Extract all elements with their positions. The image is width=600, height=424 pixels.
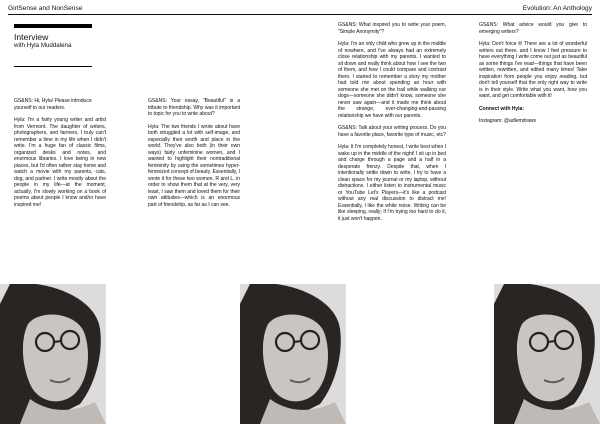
column-1: [14, 98, 106, 214]
article-title: Interview: [14, 32, 49, 42]
running-header-right: Evolution: An Anthology: [522, 5, 592, 12]
answer-paragraph: Hyla: It I'm completely honest, I write best when I wake up in the middle of the night! I sit up in bed and charge through a page and a half in a desperate frenzy. Despite that, when I intentionally settle down to write, I try to have a clean space for my journal or my laptop, without distractions. I either listen to instrumental music or YouTube Let's Players—it's like a podcast without any real discussion to distract me! Essentially, I like the white noise. Writing can be like sleeping, really; if I'm trying too hard to do it, it just won't happen.: [338, 144, 446, 222]
title-underline: [14, 66, 92, 67]
header-rule: [8, 14, 592, 15]
portrait-photo: [494, 284, 600, 424]
answer-paragraph: Hyla: The two friends I wrote about have both struggled a lot with self-image, and especially their worth and place in the world. They've also both (in their own ways) fairly unfeminine women, and I wanted to highlight their nontraditional femininity by using the sometimes hyper-feminized concept of beauty. Essentially, I wrote it for these two women, R and L, in order to show them that at the very, very least, I saw them and loved them for their own attitudes—which is an enormous part of friendship, as far as I can see.: [148, 123, 240, 208]
question-paragraph: GS&NS: Hi, Hyla! Please introduce yourself to our readers.: [14, 98, 92, 111]
connect-heading: Connect with Hyla:: [479, 105, 524, 112]
answer-paragraph: Hyla: I'm an only child who grew up in the middle of nowhere, and I've always had an extremely close relationship with my parents. I wanted to sit down and really think about how I see the two of them, and how I could compare and contrast them. I started to remember a story my mother had told me about spending an hour with someone she met on the trail while walking our dogs—someone she didn't know, someone she never saw again—and it made me think about the strange, ever-changing-and-passing relationship we have with our parents.: [338, 41, 446, 119]
portrait-photo: [240, 284, 346, 424]
answer-paragraph: Hyla: Don't force it! There are a lot of wonderful writers out there, and I know I feel pressure to have everything I write come out just as beautiful as some things I've read—things that have been written, rewritten, and edited many times! Take inspiration from people you enjoy reading, but don't tell yourself that the only right way to write is in their style. Write what you want, how you want, and get comfortable with it!: [479, 41, 587, 99]
question-paragraph: GS&NS: Your essay, "Beautiful" is a tribute to friendship. Why was it important to topic for you to write about?: [148, 98, 240, 117]
instagram-handle: Instagram: @adlemdraws: [479, 118, 537, 124]
article-subtitle: with Hyla Muddalena: [14, 42, 72, 49]
column-2: [148, 98, 240, 214]
column-3: [338, 22, 446, 228]
question-paragraph: GS&NS: What inspired you to write your poem, "Simple Anonymity"?: [338, 22, 446, 35]
column-4: [479, 22, 587, 131]
title-bar: [14, 24, 92, 28]
running-header-left: GirlSense and NonSense: [8, 5, 83, 12]
question-paragraph: GS&NS: Talk about your writing process. Do you have a favorite place, favorite type of music, etc?: [338, 125, 446, 138]
portrait-photo: [0, 284, 106, 424]
answer-paragraph: Hyla: I'm a fairly young writer and artist from Vermont. The daughter of writers, photographers, and farmers, I truly can't remember a time in my life when I didn't write. I'm a huge fan of classic films, organized desks and notes, and enormous libraries. I love being in new places, but I'd often rather stay home and watch a movie with my parents, cats, dog, and partner. I write mostly about the people in my life—at the moment, actually, I'm slowly working on a book of poems about people I know and/or have inspired me!: [14, 117, 106, 208]
question-paragraph: GS&NS: What advice would you give to emerging writers?: [479, 22, 587, 35]
